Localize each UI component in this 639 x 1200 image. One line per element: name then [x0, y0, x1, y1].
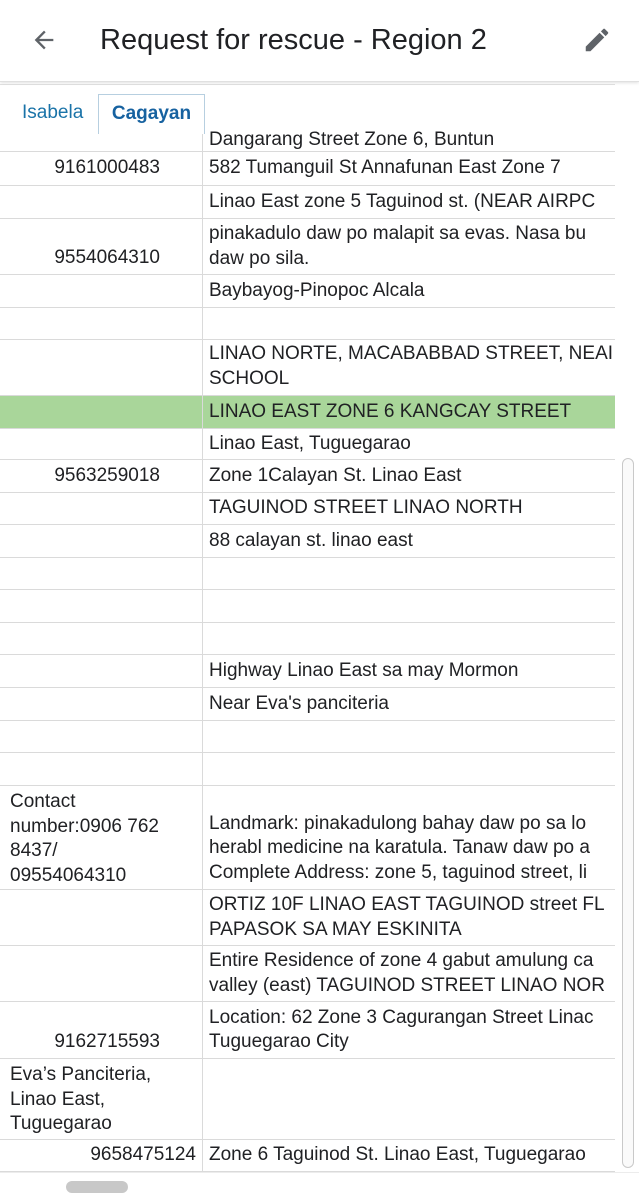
- table-row[interactable]: [0, 275, 615, 308]
- sheet-tabs: [0, 94, 205, 134]
- table-row[interactable]: [0, 1140, 615, 1172]
- contact-cell[interactable]: [0, 396, 203, 428]
- address-cell[interactable]: Near Eva's panciteria: [209, 692, 389, 714]
- contact-cell[interactable]: [0, 493, 203, 524]
- address-cell[interactable]: Linao East, Tuguegarao: [209, 432, 411, 454]
- contact-cell[interactable]: 9162715593: [0, 1002, 203, 1058]
- contact-cell[interactable]: 9554064310: [0, 219, 203, 274]
- address-cell[interactable]: Zone 1Calayan St. Linao East: [209, 464, 462, 486]
- address-cell[interactable]: [203, 558, 615, 589]
- contact-cell[interactable]: [0, 429, 203, 459]
- horizontal-scroll-track: [0, 1172, 639, 1200]
- contact-cell[interactable]: [0, 186, 203, 218]
- table-row[interactable]: [0, 152, 615, 186]
- address-cell[interactable]: 88 calayan st. linao east: [209, 529, 413, 551]
- app-bar: [0, 0, 639, 82]
- tab-isabela[interactable]: Isabela: [0, 94, 98, 134]
- page-title: Request for rescue - Region 2: [100, 24, 487, 56]
- spreadsheet-grid: [0, 84, 615, 1172]
- address-cell[interactable]: LINAO NORTE, MACABABBAD STREET, NEAI SCHOOL: [209, 343, 614, 389]
- contact-cell[interactable]: [0, 890, 203, 945]
- address-cell[interactable]: LINAO EAST ZONE 6 KANGCAY STREET: [209, 400, 572, 422]
- contact-cell[interactable]: [0, 721, 203, 752]
- address-cell[interactable]: TAGUINOD STREET LINAO NORTH: [209, 497, 523, 519]
- edit-button[interactable]: [576, 20, 618, 60]
- table-row[interactable]: [0, 1059, 615, 1140]
- tab-cagayan[interactable]: Cagayan: [98, 94, 205, 134]
- contact-cell[interactable]: [0, 688, 203, 720]
- table-row[interactable]: [0, 525, 615, 558]
- table-row[interactable]: [0, 590, 615, 623]
- address-cell[interactable]: Landmark: pinakadulong bahay daw po sa lo herabl medicine na karatula. Tanaw daw po a Complete Address: zone 5, taguinod street, li: [209, 812, 590, 883]
- address-cell[interactable]: [203, 721, 615, 752]
- contact-cell[interactable]: 9161000483: [0, 152, 203, 185]
- back-button[interactable]: [22, 20, 66, 60]
- contact-cell[interactable]: Eva’s Panciteria, Linao East, Tuguegarao: [0, 1059, 203, 1139]
- contact-cell[interactable]: [0, 590, 203, 622]
- address-cell[interactable]: [203, 308, 615, 339]
- table-row[interactable]: [0, 308, 615, 340]
- address-cell[interactable]: ORTIZ 10F LINAO EAST TAGUINOD street FL PAPASOK SA MAY ESKINITA: [209, 894, 605, 940]
- table-row[interactable]: [0, 429, 615, 460]
- address-cell[interactable]: Baybayog-Pinopoc Alcala: [209, 279, 425, 301]
- contact-cell[interactable]: [0, 655, 203, 687]
- contact-cell[interactable]: 9563259018: [0, 460, 203, 492]
- table-row[interactable]: [0, 786, 615, 890]
- address-cell[interactable]: [203, 623, 615, 654]
- table-row[interactable]: [0, 890, 615, 946]
- address-cell[interactable]: Linao East zone 5 Taguinod st. (NEAR AIRPC: [209, 190, 596, 212]
- address-cell[interactable]: [203, 753, 615, 785]
- address-cell[interactable]: pinakadulo daw po malapit sa evas. Nasa bu daw po sila.: [209, 223, 587, 269]
- table-row[interactable]: [0, 460, 615, 493]
- contact-cell[interactable]: [0, 525, 203, 557]
- table-row[interactable]: [0, 1002, 615, 1059]
- table-row[interactable]: [0, 340, 615, 396]
- address-cell[interactable]: Dangarang Street Zone 6, Buntun: [209, 129, 495, 150]
- contact-cell[interactable]: [0, 308, 203, 339]
- address-cell[interactable]: Entire Residence of zone 4 gabut amulung ca valley (east) TAGUINOD STREET LINAO NOR: [209, 950, 605, 996]
- contact-cell[interactable]: [0, 946, 203, 1001]
- table-row[interactable]: [0, 753, 615, 786]
- contact-cell[interactable]: [0, 340, 203, 395]
- table-row[interactable]: [0, 186, 615, 219]
- vertical-scrollbar[interactable]: [622, 458, 634, 1168]
- contact-cell[interactable]: [0, 753, 203, 785]
- table-row[interactable]: [0, 688, 615, 721]
- table-row[interactable]: [0, 623, 615, 655]
- table-row[interactable]: [0, 946, 615, 1002]
- contact-cell[interactable]: [0, 558, 203, 589]
- address-cell[interactable]: [203, 1059, 615, 1139]
- address-cell[interactable]: 582 Tumanguil St Annafunan East Zone 7: [209, 157, 561, 179]
- contact-cell[interactable]: Contact number:0906 762 8437/ 09554064310: [0, 786, 203, 889]
- table-row[interactable]: [0, 493, 615, 525]
- table-row[interactable]: [0, 721, 615, 753]
- address-cell[interactable]: [203, 590, 615, 622]
- horizontal-scrollbar[interactable]: [66, 1181, 128, 1193]
- arrow-back-icon: [30, 26, 58, 54]
- address-cell[interactable]: Location: 62 Zone 3 Cagurangan Street Linac Tuguegarao City: [209, 1006, 594, 1052]
- table-row-highlighted[interactable]: [0, 396, 615, 429]
- contact-cell[interactable]: [0, 623, 203, 654]
- table-row[interactable]: [0, 219, 615, 275]
- address-cell[interactable]: Highway Linao East sa may Mormon: [209, 659, 519, 681]
- pencil-edit-icon: [582, 25, 612, 55]
- grid-divider: [0, 84, 615, 85]
- contact-cell[interactable]: 9658475124: [0, 1140, 203, 1171]
- address-cell[interactable]: Zone 6 Taguinod St. Linao East, Tuguegarao: [209, 1144, 586, 1166]
- table-row[interactable]: [0, 655, 615, 688]
- table-row[interactable]: [0, 558, 615, 590]
- contact-cell[interactable]: [0, 275, 203, 307]
